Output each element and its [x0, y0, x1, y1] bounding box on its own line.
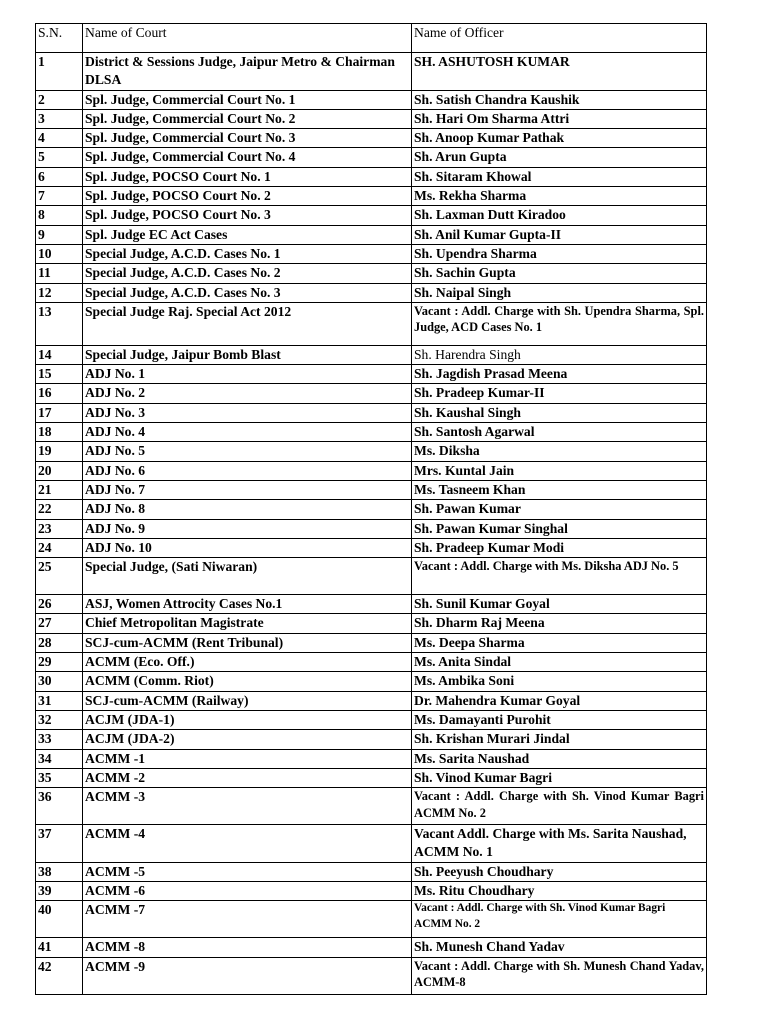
row-officer-name: Sh. Sachin Gupta	[412, 264, 707, 283]
row-officer-name: Sh. Pawan Kumar Singhal	[412, 519, 707, 538]
row-officer-name: Sh. Vinod Kumar Bagri	[412, 768, 707, 787]
table-row	[36, 167, 707, 186]
row-court-name: ASJ, Women Attrocity Cases No.1	[83, 595, 412, 614]
table-row	[36, 519, 707, 538]
row-officer-name: Sh. Dharm Raj Meena	[412, 614, 707, 633]
row-sn: 42	[36, 957, 83, 994]
row-officer-name: Sh. Satish Chandra Kaushik	[412, 90, 707, 109]
table-row	[36, 148, 707, 167]
row-officer-name: Sh. Pradeep Kumar Modi	[412, 538, 707, 557]
row-officer-name: Vacant : Addl. Charge with Sh. Vinod Kumar Bagri ACMM No. 2	[412, 788, 707, 825]
table-row	[36, 538, 707, 557]
row-officer-name: Sh. Jagdish Prasad Meena	[412, 365, 707, 384]
table-header-row	[36, 24, 707, 53]
row-officer-name: Ms. Sarita Naushad	[412, 749, 707, 768]
row-officer-name: Mrs. Kuntal Jain	[412, 461, 707, 480]
row-court-name: Spl. Judge, POCSO Court No. 1	[83, 167, 412, 186]
row-court-name: ADJ No. 4	[83, 423, 412, 442]
row-sn: 10	[36, 244, 83, 263]
row-officer-name: Ms. Ambika Soni	[412, 672, 707, 691]
row-officer-name: Sh. Naipal Singh	[412, 283, 707, 302]
row-court-name: Special Judge Raj. Special Act 2012	[83, 302, 412, 345]
row-officer-name: Ms. Ritu Choudhary	[412, 881, 707, 900]
row-officer-name: Ms. Rekha Sharma	[412, 187, 707, 206]
row-court-name: ACJM (JDA-2)	[83, 730, 412, 749]
table-row	[36, 264, 707, 283]
row-sn: 8	[36, 206, 83, 225]
row-court-name: Special Judge, A.C.D. Cases No. 2	[83, 264, 412, 283]
table-row	[36, 442, 707, 461]
row-sn: 16	[36, 384, 83, 403]
row-court-name: SCJ-cum-ACMM (Rent Tribunal)	[83, 633, 412, 652]
row-court-name: ACMM -1	[83, 749, 412, 768]
row-court-name: ACMM -7	[83, 901, 412, 938]
row-court-name: Special Judge, A.C.D. Cases No. 1	[83, 244, 412, 263]
row-court-name: Spl. Judge, POCSO Court No. 3	[83, 206, 412, 225]
table-row	[36, 345, 707, 364]
row-court-name: ACMM -5	[83, 862, 412, 881]
row-court-name: ADJ No. 1	[83, 365, 412, 384]
table-row	[36, 653, 707, 672]
row-sn: 21	[36, 480, 83, 499]
table-row	[36, 403, 707, 422]
table-row	[36, 558, 707, 595]
header-court: Name of Court	[83, 24, 412, 53]
row-sn: 34	[36, 749, 83, 768]
table-row	[36, 461, 707, 480]
row-court-name: ACMM (Eco. Off.)	[83, 653, 412, 672]
row-sn: 17	[36, 403, 83, 422]
table-row	[36, 109, 707, 128]
header-sn: S.N.	[36, 24, 83, 53]
table-row	[36, 384, 707, 403]
row-officer-name: Ms. Deepa Sharma	[412, 633, 707, 652]
row-officer-name: Sh. Pawan Kumar	[412, 500, 707, 519]
row-court-name: Chief Metropolitan Magistrate	[83, 614, 412, 633]
row-sn: 26	[36, 595, 83, 614]
row-court-name: ACMM (Comm. Riot)	[83, 672, 412, 691]
row-sn: 6	[36, 167, 83, 186]
row-officer-name: Sh. Munesh Chand Yadav	[412, 938, 707, 957]
row-sn: 36	[36, 788, 83, 825]
row-court-name: ADJ No. 9	[83, 519, 412, 538]
row-sn: 29	[36, 653, 83, 672]
row-court-name: Spl. Judge, POCSO Court No. 2	[83, 187, 412, 206]
row-sn: 32	[36, 710, 83, 729]
table-row	[36, 881, 707, 900]
row-court-name: ACJM (JDA-1)	[83, 710, 412, 729]
table-row	[36, 595, 707, 614]
table-row	[36, 225, 707, 244]
row-sn: 12	[36, 283, 83, 302]
row-officer-name: Sh. Upendra Sharma	[412, 244, 707, 263]
table-row	[36, 423, 707, 442]
row-court-name: ADJ No. 6	[83, 461, 412, 480]
table-row	[36, 633, 707, 652]
row-court-name: Spl. Judge, Commercial Court No. 4	[83, 148, 412, 167]
row-court-name: ACMM -3	[83, 788, 412, 825]
table-row	[36, 244, 707, 263]
table-row	[36, 90, 707, 109]
row-sn: 38	[36, 862, 83, 881]
row-court-name: ADJ No. 10	[83, 538, 412, 557]
row-court-name: SCJ-cum-ACMM (Railway)	[83, 691, 412, 710]
row-sn: 2	[36, 90, 83, 109]
row-officer-name: SH. ASHUTOSH KUMAR	[412, 53, 707, 91]
row-court-name: Spl. Judge EC Act Cases	[83, 225, 412, 244]
row-sn: 25	[36, 558, 83, 595]
table-row	[36, 730, 707, 749]
row-officer-name: Sh. Pradeep Kumar-II	[412, 384, 707, 403]
row-court-name: ADJ No. 3	[83, 403, 412, 422]
row-sn: 7	[36, 187, 83, 206]
row-court-name: Spl. Judge, Commercial Court No. 2	[83, 109, 412, 128]
table-row	[36, 901, 707, 938]
row-officer-name: Dr. Mahendra Kumar Goyal	[412, 691, 707, 710]
row-sn: 11	[36, 264, 83, 283]
row-sn: 9	[36, 225, 83, 244]
table-row	[36, 749, 707, 768]
row-officer-name: Sh. Harendra Singh	[412, 345, 707, 364]
row-court-name: Spl. Judge, Commercial Court No. 1	[83, 90, 412, 109]
row-officer-name: Vacant : Addl. Charge with Ms. Diksha ADJ No. 5	[412, 558, 707, 595]
row-officer-name: Ms. Anita Sindal	[412, 653, 707, 672]
table-row	[36, 187, 707, 206]
table-row	[36, 788, 707, 825]
table-row	[36, 500, 707, 519]
row-officer-name: Sh. Peeyush Choudhary	[412, 862, 707, 881]
table-row	[36, 283, 707, 302]
row-officer-name: Ms. Diksha	[412, 442, 707, 461]
row-sn: 1	[36, 53, 83, 91]
row-court-name: Spl. Judge, Commercial Court No. 3	[83, 129, 412, 148]
row-officer-name: Sh. Hari Om Sharma Attri	[412, 109, 707, 128]
row-officer-name: Sh. Sunil Kumar Goyal	[412, 595, 707, 614]
row-sn: 15	[36, 365, 83, 384]
row-officer-name: Sh. Krishan Murari Jindal	[412, 730, 707, 749]
table-row	[36, 672, 707, 691]
row-sn: 24	[36, 538, 83, 557]
row-officer-name: Sh. Kaushal Singh	[412, 403, 707, 422]
table-row	[36, 302, 707, 345]
row-sn: 14	[36, 345, 83, 364]
row-sn: 35	[36, 768, 83, 787]
row-sn: 23	[36, 519, 83, 538]
row-officer-name: Sh. Sitaram Khowal	[412, 167, 707, 186]
row-sn: 5	[36, 148, 83, 167]
table-row	[36, 365, 707, 384]
row-officer-name: Vacant : Addl. Charge with Sh. Upendra Sharma, Spl. Judge, ACD Cases No. 1	[412, 302, 707, 345]
table-row	[36, 206, 707, 225]
row-court-name: Special Judge, A.C.D. Cases No. 3	[83, 283, 412, 302]
table-row	[36, 710, 707, 729]
row-sn: 40	[36, 901, 83, 938]
table-row	[36, 614, 707, 633]
row-officer-name: Sh. Anoop Kumar Pathak	[412, 129, 707, 148]
row-officer-name: Sh. Santosh Agarwal	[412, 423, 707, 442]
row-court-name: ACMM -4	[83, 825, 412, 863]
row-sn: 30	[36, 672, 83, 691]
table-row	[36, 691, 707, 710]
table-row	[36, 938, 707, 957]
row-sn: 18	[36, 423, 83, 442]
row-court-name: ACMM -2	[83, 768, 412, 787]
table-row	[36, 825, 707, 863]
row-sn: 22	[36, 500, 83, 519]
row-officer-name: Ms. Damayanti Purohit	[412, 710, 707, 729]
row-officer-name: Ms. Tasneem Khan	[412, 480, 707, 499]
row-sn: 27	[36, 614, 83, 633]
row-court-name: ADJ No. 5	[83, 442, 412, 461]
row-sn: 31	[36, 691, 83, 710]
row-court-name: Special Judge, (Sati Niwaran)	[83, 558, 412, 595]
row-sn: 19	[36, 442, 83, 461]
row-court-name: ACMM -8	[83, 938, 412, 957]
row-sn: 41	[36, 938, 83, 957]
table-row	[36, 862, 707, 881]
row-court-name: ADJ No. 7	[83, 480, 412, 499]
row-sn: 37	[36, 825, 83, 863]
row-officer-name: Vacant : Addl. Charge with Sh. Munesh Chand Yadav, ACMM-8	[412, 957, 707, 994]
row-sn: 39	[36, 881, 83, 900]
table-row	[36, 480, 707, 499]
row-court-name: ACMM -9	[83, 957, 412, 994]
header-officer: Name of Officer	[412, 24, 707, 53]
table-row	[36, 129, 707, 148]
row-court-name: ACMM -6	[83, 881, 412, 900]
row-sn: 33	[36, 730, 83, 749]
table-row	[36, 957, 707, 994]
row-sn: 4	[36, 129, 83, 148]
row-officer-name: Sh. Arun Gupta	[412, 148, 707, 167]
row-officer-name: Sh. Anil Kumar Gupta-II	[412, 225, 707, 244]
row-court-name: District & Sessions Judge, Jaipur Metro & Chairman DLSA	[83, 53, 412, 91]
table-row	[36, 768, 707, 787]
row-court-name: ADJ No. 8	[83, 500, 412, 519]
row-officer-name: Vacant Addl. Charge with Ms. Sarita Naushad, ACMM No. 1	[412, 825, 707, 863]
row-sn: 13	[36, 302, 83, 345]
row-sn: 28	[36, 633, 83, 652]
court-officer-table	[35, 23, 707, 995]
table-row	[36, 53, 707, 91]
row-sn: 3	[36, 109, 83, 128]
row-court-name: ADJ No. 2	[83, 384, 412, 403]
row-court-name: Special Judge, Jaipur Bomb Blast	[83, 345, 412, 364]
row-officer-name: Sh. Laxman Dutt Kiradoo	[412, 206, 707, 225]
row-officer-name: Vacant : Addl. Charge with Sh. Vinod Kumar Bagri ACMM No. 2	[412, 901, 707, 938]
row-sn: 20	[36, 461, 83, 480]
